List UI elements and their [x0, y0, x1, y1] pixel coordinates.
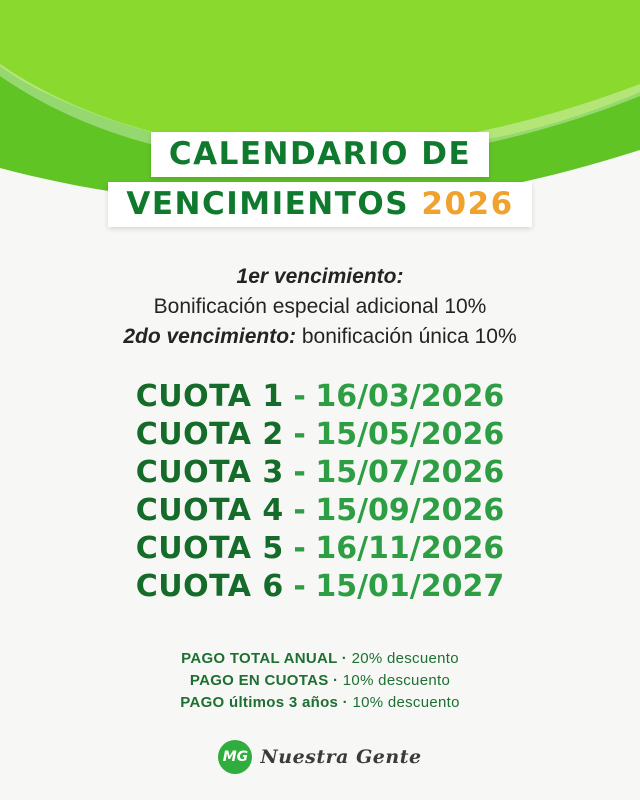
installment-date: 15/07/2026 — [315, 455, 505, 490]
note-title: PAGO TOTAL ANUAL — [181, 650, 338, 667]
installment-label: CUOTA 3 — [135, 455, 284, 490]
list-item — [0, 454, 640, 492]
installment-separator: - — [293, 493, 306, 528]
logo-wordmark: Nuestra Gente — [260, 746, 422, 768]
subtitle-line-2: Bonificación especial adicional 10% — [153, 295, 487, 318]
installment-separator: - — [293, 569, 306, 604]
note-line — [0, 692, 640, 714]
installment-date: 15/01/2027 — [315, 569, 505, 604]
note-desc: 10% descuento — [342, 672, 451, 689]
note-dot: · — [338, 694, 353, 711]
subtitle-block — [0, 262, 640, 352]
note-title: PAGO EN CUOTAS — [189, 672, 329, 689]
installment-date: 16/03/2026 — [315, 379, 505, 414]
list-item — [0, 492, 640, 530]
logo-mark-icon: MG — [218, 740, 252, 774]
list-item — [0, 378, 640, 416]
title-word-vencimientos: VENCIMIENTOS — [126, 186, 410, 222]
subtitle-second-due-text: bonificación única 10% — [296, 325, 517, 348]
installment-label: CUOTA 2 — [135, 417, 284, 452]
note-dot: · — [328, 672, 343, 689]
installment-date: 15/09/2026 — [315, 493, 505, 528]
subtitle-second-due-label: 2do vencimiento: — [123, 325, 297, 348]
installment-date: 16/11/2026 — [315, 531, 505, 566]
subtitle-line-3 — [0, 322, 640, 352]
note-title: PAGO últimos 3 años — [180, 694, 339, 711]
subtitle-line-1 — [0, 262, 640, 292]
title-year: 2026 — [421, 186, 514, 222]
discount-notes — [0, 648, 640, 714]
title-line-1: CALENDARIO DE — [151, 132, 489, 177]
installment-separator: - — [293, 455, 306, 490]
page-title — [0, 132, 640, 227]
note-desc: 20% descuento — [351, 650, 459, 667]
installment-separator: - — [293, 531, 306, 566]
installment-label: CUOTA 5 — [135, 531, 284, 566]
note-line — [0, 648, 640, 670]
list-item — [0, 416, 640, 454]
title-line-2 — [108, 182, 531, 227]
installments-list — [0, 378, 640, 606]
installment-label: CUOTA 6 — [135, 569, 284, 604]
installment-label: CUOTA 4 — [135, 493, 284, 528]
subtitle-first-due-label: 1er vencimiento: — [236, 265, 404, 288]
note-desc: 10% descuento — [352, 694, 460, 711]
installment-label: CUOTA 1 — [135, 379, 284, 414]
installment-separator: - — [293, 417, 306, 452]
installment-separator: - — [293, 379, 306, 414]
brand-logo — [0, 740, 640, 774]
note-line — [0, 670, 640, 692]
list-item — [0, 530, 640, 568]
installment-date: 15/05/2026 — [315, 417, 505, 452]
note-dot: · — [337, 650, 352, 667]
list-item — [0, 568, 640, 606]
